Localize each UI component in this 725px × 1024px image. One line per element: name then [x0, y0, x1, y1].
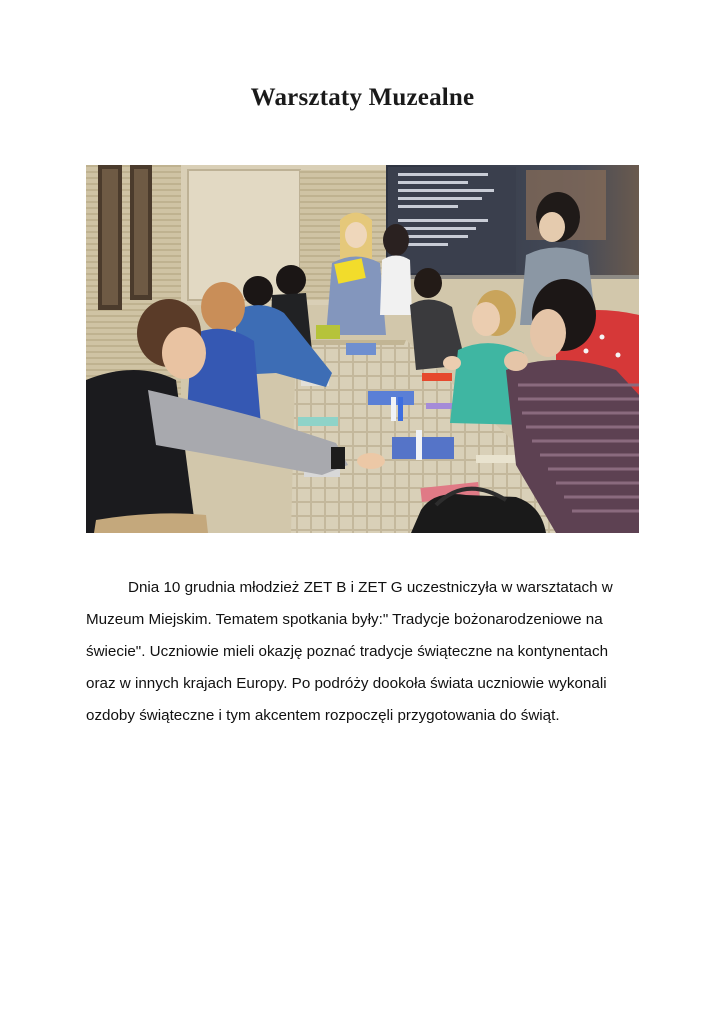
body-paragraph	[86, 572, 646, 732]
paragraph-line: ozdoby świąteczne i tym akcentem rozpoczęli przygotowania do świąt.	[86, 707, 560, 724]
paragraph-line: oraz w innych krajach Europy. Po podróży dookoła świata uczniowie wykonali	[86, 675, 607, 692]
paragraph-line: Dnia 10 grudnia młodzież ZET B i ZET G uczestniczyła w warsztatach w	[128, 579, 613, 596]
paragraph-line: świecie". Uczniowie mieli okazję poznać tradycje świąteczne na kontynentach	[86, 643, 609, 660]
workshop-photo-illustration	[86, 165, 639, 533]
page-title: Warsztaty Muzealne	[250, 84, 475, 111]
paragraph-line: Muzeum Miejskim. Tematem spotkania były:" Tradycje bożonarodzeniowe na	[86, 611, 603, 628]
workshop-photo	[86, 165, 639, 533]
